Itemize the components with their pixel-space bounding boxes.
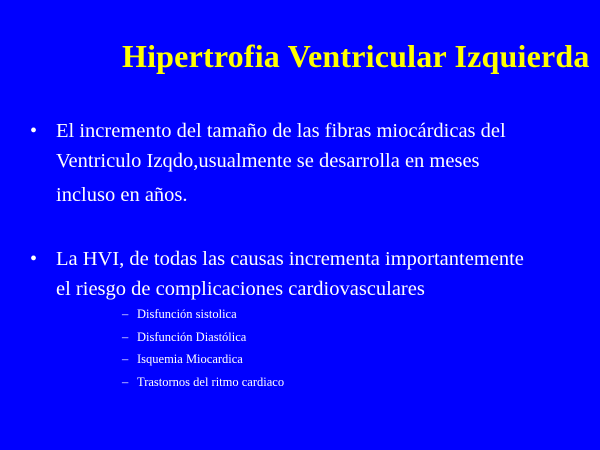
sub-item-list (122, 303, 284, 393)
sub-item-label: Isquemia Miocardica (137, 352, 243, 366)
sub-item-myocardial-ischemia (122, 348, 284, 371)
sub-item-label: Disfunción Diastólica (137, 329, 247, 344)
dash-icon: – (122, 329, 129, 344)
sub-item-label: Trastornos del ritmo cardiaco (137, 374, 285, 389)
sub-item-systolic-dysfunction (122, 303, 284, 326)
bullet-2-line-2: el riesgo de complicaciones cardiovasculares (56, 278, 425, 300)
bullet-item-2 (30, 244, 596, 304)
dash-icon: – (122, 307, 129, 321)
bullet-1-line-2: Ventriculo Izqdo,usualmente se desarrolla en meses (56, 150, 480, 172)
bullet-dot-icon: • (30, 120, 38, 142)
bullet-1-line-1: El incremento del tamaño de las fibras miocárdicas del (56, 120, 506, 142)
sub-item-label: Disfunción sistolica (137, 307, 237, 321)
dash-icon: – (122, 352, 129, 366)
bullet-2-line-1: La HVI, de todas las causas incrementa importantemente (56, 248, 524, 270)
bullet-1-line-3: incluso en años. (56, 184, 188, 206)
sub-item-rhythm-disorders (122, 371, 284, 394)
bullet-item-1 (30, 116, 596, 210)
slide-title: Hipertrofia Ventricular Izquierda (122, 38, 590, 74)
sub-item-diastolic-dysfunction (122, 326, 284, 349)
bullet-dot-icon: • (30, 248, 38, 270)
dash-icon: – (122, 374, 129, 389)
